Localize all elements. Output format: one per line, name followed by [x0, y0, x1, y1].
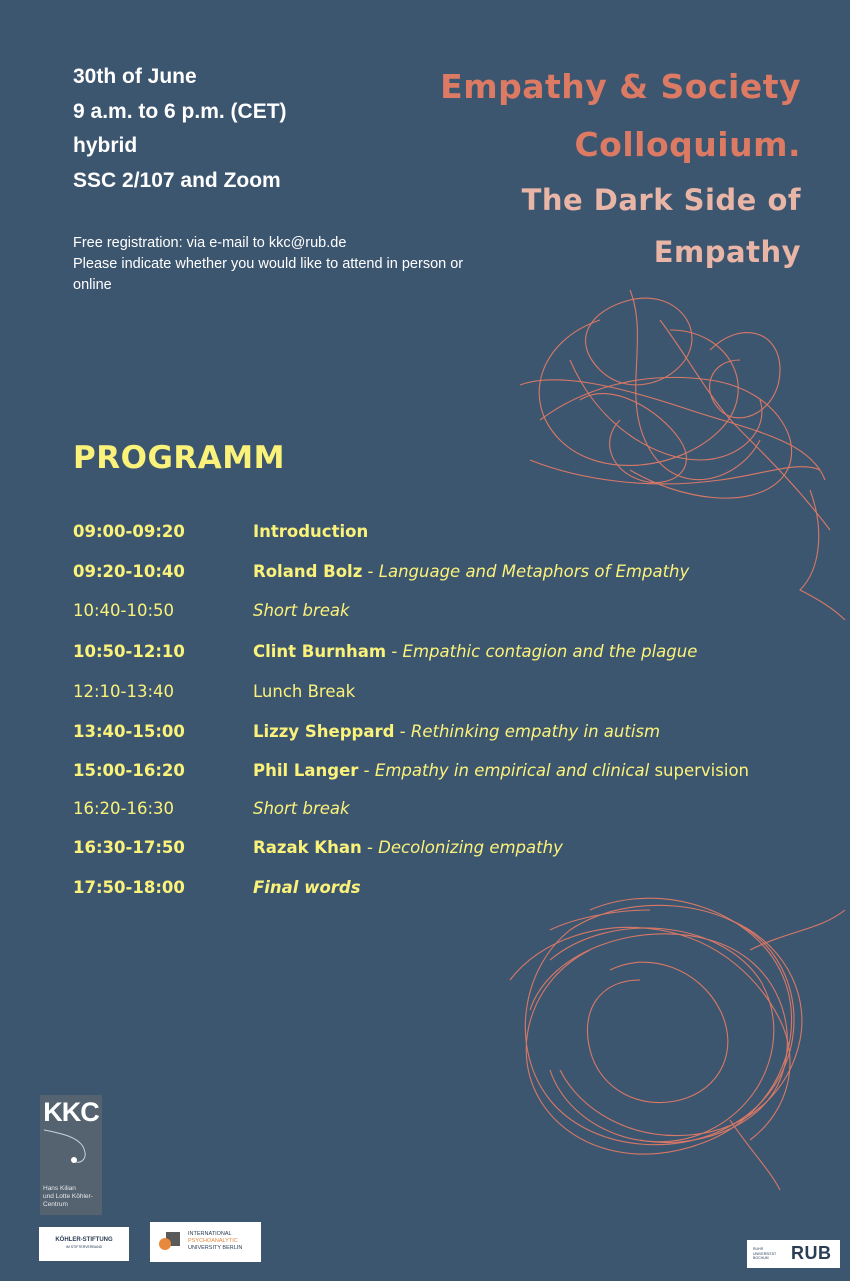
ipu-line3: UNIVERSITY BERLIN [188, 1245, 243, 1251]
registration-line1: Free registration: via e-mail to kkc@rub.de [73, 235, 347, 251]
kkc-caption-line2: und Lotte Köhler- [43, 1193, 93, 1200]
kkc-caption [43, 1185, 103, 1209]
programme-title: Decolonizing empathy [378, 838, 563, 857]
event-info [73, 60, 287, 198]
title-line3: The Dark Side of [521, 183, 801, 217]
programme-title: Empathic contagion and the plague [402, 642, 698, 661]
programme-time: 13:40-15:00 [73, 722, 185, 741]
event-date: 30th of June [73, 65, 197, 88]
event-title [440, 58, 801, 278]
programme-title: Rethinking empathy in autism [410, 722, 661, 741]
programme-heading: PROGRAMM [73, 440, 285, 476]
kkc-logo-letters: KKC [43, 1097, 99, 1127]
programme-time: 17:50-18:00 [73, 878, 185, 897]
programme-speaker: Razak Khan [253, 838, 362, 857]
event-format: hybrid [73, 134, 138, 157]
programme-time: 09:20-10:40 [73, 562, 185, 581]
ipu-line1: INTERNATIONAL [188, 1231, 232, 1237]
programme-time: 12:10-13:40 [73, 682, 175, 701]
kkc-arc-icon [40, 1125, 102, 1185]
programme-time: 10:50-12:10 [73, 642, 185, 661]
programme-title: Final words [253, 878, 361, 897]
ipu-text [188, 1231, 242, 1252]
ipu-mark-icon [156, 1228, 184, 1256]
koehler-name: KÖHLER-STIFTUNG [55, 1237, 113, 1243]
koehler-sub: IM STIFTERVERBAND [65, 1245, 103, 1249]
rub-small3: BOCHUM [753, 1256, 769, 1260]
kkc-logo [40, 1095, 102, 1215]
rub-logo [747, 1240, 840, 1268]
rub-small2: UNIVERSITÄT [753, 1251, 777, 1256]
programme-speaker: Clint Burnham [253, 642, 387, 661]
title-line1: Empathy & Society [440, 67, 801, 106]
programme-time: 15:00-16:20 [73, 761, 185, 780]
rub-small-text [753, 1247, 776, 1261]
ipu-line2: PSYCHOANALYTIC [188, 1238, 238, 1244]
programme-title-tail: supervision [654, 761, 749, 780]
programme-time: 10:40-10:50 [73, 601, 175, 620]
programme-speaker: Phil Langer [253, 761, 359, 780]
programme-time: 16:30-17:50 [73, 838, 185, 857]
programme-speaker: Roland Bolz [253, 562, 363, 581]
programme-title: Lunch Break [253, 682, 356, 701]
ipu-logo [150, 1222, 261, 1262]
programme-title: Introduction [253, 522, 369, 541]
programme-title: Short break [253, 601, 350, 620]
programme-time: 09:00-09:20 [73, 522, 185, 541]
rub-letters: RUB [791, 1243, 832, 1263]
programme-title: Language and Metaphors of Empathy [378, 562, 690, 581]
event-location: SSC 2/107 and Zoom [73, 168, 281, 192]
kkc-caption-line3: Centrum [43, 1201, 68, 1208]
programme-title: Short break [253, 799, 350, 818]
rub-small1: RUHR [753, 1247, 764, 1251]
programme-time: 16:20-16:30 [73, 799, 175, 818]
registration-line2: Please indicate whether you would like to attend in person or online [73, 256, 464, 293]
scribble-bottom-decoration [490, 870, 850, 1200]
programme-title: Empathy in empirical and clinical [374, 761, 650, 780]
title-line4: Empathy [653, 235, 801, 269]
koehler-stiftung-logo [39, 1227, 129, 1261]
title-line2: Colloquium. [574, 125, 801, 164]
programme-speaker: Lizzy Sheppard [253, 722, 395, 741]
registration-note [73, 233, 493, 296]
kkc-caption-line1: Hans Kilian [43, 1185, 76, 1192]
event-time: 9 a.m. to 6 p.m. (CET) [73, 99, 287, 123]
